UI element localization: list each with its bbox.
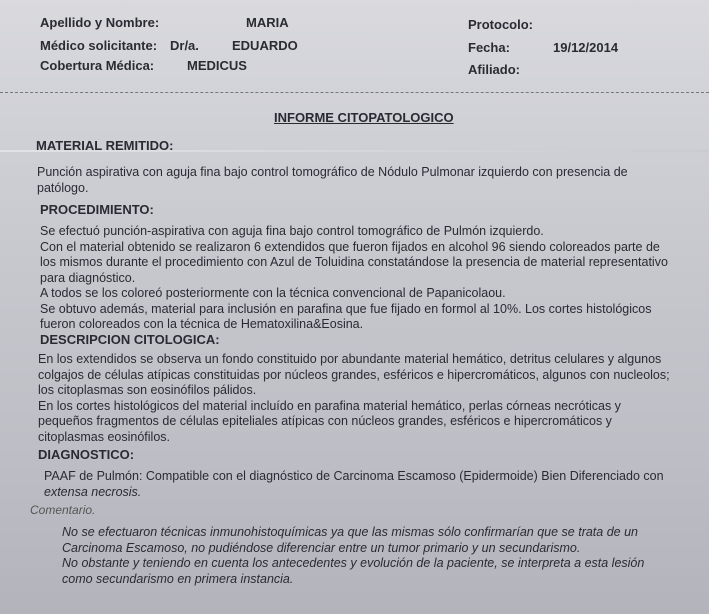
descripcion-line: colgajos de células atípicas constituidas por núcleos grandes, esféricos e hipercromáticos, algunos con nucleolos;	[38, 367, 670, 382]
descripcion-line: citoplasmas eosinófilos.	[38, 429, 171, 444]
date-value: 19/12/2014	[553, 40, 619, 55]
procedimiento-text	[40, 224, 680, 333]
procedimiento-line: los mismos durante el procedimiento con Azul de Toluidina constatándose la presencia de material representativo	[40, 255, 668, 269]
descripcion-line: En los cortes histológicos del material incluído en parafina material hemático, perlas córneas necróticas y	[38, 398, 621, 413]
diagnostico-heading: DIAGNOSTICO:	[38, 447, 135, 462]
protocol-label: Protocolo:	[468, 17, 533, 32]
comentario-line: No obstante y teniendo en cuenta los antecedentes y evolución de la paciente, se interpreta a esta lesión	[62, 556, 645, 570]
material-line: Punción aspirativa con aguja fina bajo control tomográfico de Nódulo Pulmonar izquierdo con presencia de	[37, 165, 628, 179]
material-heading: MATERIAL REMITIDO:	[36, 138, 174, 153]
comentario-text	[62, 525, 690, 587]
header-divider	[0, 92, 709, 93]
descripcion-heading: DESCRIPCION CITOLOGICA:	[40, 332, 220, 347]
name-label: Apellido y Nombre:	[40, 15, 160, 30]
procedimiento-line: para diagnóstico.	[40, 270, 136, 285]
doctor-value: EDUARDO	[232, 38, 298, 53]
comentario-line: como secundarismo en primera instancia.	[62, 571, 294, 586]
descripcion-text	[38, 352, 680, 445]
procedimiento-line: fueron coloreados con la técnica de Hematoxilina&Eosina.	[40, 317, 364, 331]
coverage-label: Cobertura Médica:	[40, 58, 155, 73]
diagnostico-text	[44, 469, 684, 500]
descripcion-line: pequeños fragmentos de células epiteliales atípicas con núcleos grandes, esféricos e hipercromáticos y	[38, 414, 612, 428]
material-line: patólogo.	[37, 180, 89, 195]
material-text	[37, 165, 673, 196]
coverage-value: MEDICUS	[187, 58, 247, 73]
procedimiento-line: Se obtuvo además, material para inclusión en parafina que fue fijado en formol al 10%. Los cortes histológicos	[40, 301, 652, 316]
procedimiento-line: Con el material obtenido se realizaron 6 extendidos que fueron fijados en alcohol 96 siendo coloreados parte de	[40, 239, 660, 254]
comentario-line: No se efectuaron técnicas inmunohistoquímicas ya que las mismas sólo confirmarían que se trata de un	[62, 525, 638, 539]
comentario-heading: Comentario.	[30, 503, 96, 517]
descripcion-line: En los extendidos se observa un fondo constituido por abundante material hemático, detritus celulares y algunos	[38, 352, 662, 366]
date-label: Fecha:	[468, 40, 510, 55]
comentario-line: Carcinoma Escamoso, no pudiéndose diferenciar entre un tumor primario y un secundarismo.	[62, 540, 581, 555]
procedimiento-line: Se efectuó punción-aspirativa con aguja fina bajo control tomográfico de Pulmón izquierdo.	[40, 224, 544, 238]
procedimiento-heading: PROCEDIMIENTO:	[40, 202, 154, 217]
doctor-prefix: Dr/a.	[170, 38, 199, 53]
diagnostico-line: extensa necrosis.	[44, 484, 142, 499]
affiliate-label: Afiliado:	[468, 62, 520, 77]
procedimiento-line: A todos se los coloreó posteriormente con la técnica convencional de Papanicolaou.	[40, 286, 506, 300]
doctor-label: Médico solicitante:	[40, 38, 158, 53]
descripcion-line: los citoplasmas son eosinófilos pálidos.	[38, 383, 257, 397]
report-title: INFORME CITOPATOLOGICO	[274, 110, 454, 125]
name-value: MARIA	[246, 15, 289, 30]
diagnostico-line: PAAF de Pulmón: Compatible con el diagnóstico de Carcinoma Escamoso (Epidermoide) Bien Diferenciado con	[44, 469, 664, 483]
